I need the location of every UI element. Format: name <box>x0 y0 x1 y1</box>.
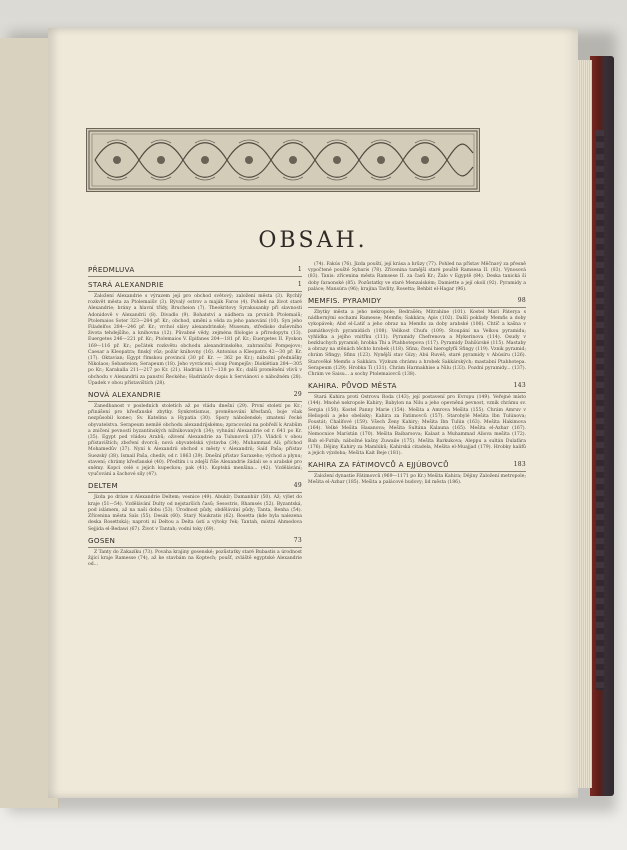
toc-page-number: 49 <box>293 482 302 490</box>
toc-left-column <box>88 262 302 570</box>
heading-rule <box>88 276 302 277</box>
toc-section-summary: Stará Kahira proti Ostrovu Roda (143); její postavení pro Evropu (149). Veřejné místo (144). Mnohé nekropole Kahiry; Babylon na Nilu a jeho opevněná pevnost, vznik chrámu sv. Sergia (150). Kostel Panny Marie (154). Mešita a Amrova Mešita (155). Chrám Amruv v Heliopoli a jeho obelisky; Kahira za Fatimovců (157). Starobylé Mešita Ibn Tulúnova; Foustát; Chalífové (159). Všech Ženy Kahiry; Mešita Ibn Tulún (163). Mešita Hakimova (164). Velké Mešita Hasanova; Mešita Sultána Kalauna (165). Mešita el-Azhar (167). Nemocnice Marístán (170). Mešita Baibarsova; Kalaat a Muhammad Aliova mešita (172). Bab el-Futúh; nábožné kašny Zuwaile (175). Mešita Barkukova; Aleppu a sultán Dulafára (176). Dějiny Kahiry za Mamlúků; Kahirská citadela, Mešita el-Muajjad (179). Hrobky kalifů a jejich výzdoba; Mešita Kait Beje (181). <box>308 395 526 457</box>
toc-section-title: STARÁ ALEXANDRIE <box>88 280 164 289</box>
toc-page-number: 143 <box>513 382 526 390</box>
heading-rule <box>88 291 302 292</box>
toc-section-summary: (74). Fakús (76). Jízda pouští, její krása a hrůzy (77). Pohled na přístav Měčnavý za přesně vypočtené pouště Sybaris (78). Zřícenina tamější staré pouště Ramsesa II. (83). Výnosová (83). Tanis: zřícenina města Ramsese II. za časů Kr.; Žalo v Egyptě (84). Deska tanická ší doby faraonské (85). Pozůstatky ve staré Menzalském; Damiette a její okolí (92). Pyramidy a paláce; Mansúra (96); krajina Tavlity, Rosetta; Behbit el-Hagar (96). <box>308 262 526 292</box>
toc-section-summary: Jízda po dráze z Alexandrie Deltem; vesnice (49). Abukír; Damanhúr (50). Až; výlet do kraje (51—54). Vzdělávání Dulty od nejstarších časů; Sesostris, Rhamsés (52). Byzantská, pod islámem, až na naši dobu (53). Úrodnost půdy, obdělávání půdy; Tanta, Benha (54). Zřícenina města Saïs (55). Desák (60). Starý Naukratis (62). Rosetta (kde byla nalezena deska Rosettská); naproti ni Deltou a Delta ústí a výtoky řek; Tantah, místní Ahmedova Sejjida el-Bedawi (67). Život v Tantah; vodní toky (69). <box>88 495 302 532</box>
toc-page-number: 73 <box>293 536 302 544</box>
toc-section-summary: Z Tanty do Zakazíku (73). Povaha krajiny gosenské; pozůstatky staré Bubastis a úrodnost žijící kraje Ramesse (74), až ke stavbám na Koptech; poušť, zvláště egyptské Alexandrie od... <box>88 549 302 568</box>
toc-right-column <box>308 262 526 489</box>
toc-section-title: PŘEDMLUVA <box>88 265 135 274</box>
heading-rule <box>88 401 302 402</box>
toc-section-summary: Zbytky města a jeho nekropole; Bedrašén; Mitrahíne (101). Kostel Mari Páterya s nádhernými sochami Ramesse; Memfis; Sakkára; Apis (102). Další poklady Memfis a doby vykopávek; Abd el-Latif a jeho obraz na Memfis za doby arabské (106). Chtíč a kašna v památkových pyramidách (108). Velikost Chufu (109). Stoupání na Velkou pyramidu; vyhlídka a jejího vnitřku (111). Pyramidy Chefrenova a Mykerinova (114). Osudy v bezkluchych pyramid; hrobka Thi a Ptahhotepova (117). Pyramidy Dahšúrské (115). Mastaby a obrazy na stěnách těchto hrobek (118). Sfinx; čtení hieroglyfů Sfingy (119). Vznik pyramid; chrám Sfingy; Sfinx (123). Nynější stav Gízy; Abú Ruvéš; staré pyramidy v Abúsíru (126). Starověké Memfis a Sakkára. Výzkum chrámu a hrobek Sakkárských; mastabní Ptahhotepa. Serapeum (129). Hrobka Ti (131). Chrám Harmakhise a Nilu (133). Pozdní pyramidy... (137). Chrám ve Saisu... a sochy Ptolemaiovců (138). <box>308 310 526 378</box>
cover-pattern <box>596 130 604 690</box>
toc-section-title: GOSEN <box>88 535 116 545</box>
toc-page-number: 183 <box>513 461 526 469</box>
toc-section-title: KAHIRA. PŮVOD MĚSTA <box>308 381 397 391</box>
toc-page-number: 29 <box>293 391 302 399</box>
toc-section-heading <box>88 536 302 545</box>
heading-rule <box>308 307 526 308</box>
toc-page-number: 1 <box>297 281 302 288</box>
toc-section-summary: Založení Alexandrie s výrazem její pro obchod světový; založení města (3). Rychlý rozkvět města za Ptolemaiův (3). Bývalý ostrov a maják Faros (4). Pohled na život staré Alexandrie; brány a hlavní třídy, Brucheion (7). Theokritovy Syrakusanky při slavnosti Adonidově v Alexandrii (8). Divadlo (9). Bohatství a nádhera za prvních Ptolemaiů; Ptolemaios Soter 323—284 př. Kr.; obchod, umění a věda za jeho panování (10). Syn jeho Filadelfos 284—246 př. Kr.; vrchol slávy alexandrinské; Museum, středisko duševního života tehdejšího, a knihovna (12). Půvabné vědy, zejména filologie a přírodopytu (13). Euergetes 246—221 př. Kr.; Ptolemaios V. Epifanes 204—181 př. Kr.; Euergetes II. Fyskon 169—116 př. Kr.; počátek rozkvětu obchodu alexandrinského, zahraniční Pompejovo; Caesar a Kleopatra; finský vůz; požár knihovny (16). Antonius a Kleopatra 42—30 př. Kr. (17). Oktavian; Egypt římskou provincií (30 př. Kr. — 362 po Kr.); nábožní přednášky Nikolaos; Sebasteion; Serapeum (18). Jeho vyvrácení; sloup Pompejův; Dioklétian 284—305 po Kr.; Karakalla 211—217 po Kr. (21). Hadrián 117—138 po Kr.; další proměnění vlivů v obchodu v Alexandrii za panství Řeckého; Hadriánův dopis k Serviánovi o nábožném (28). Úpadek v obou přístavištích (28). <box>88 294 302 386</box>
toc-section-heading <box>308 296 526 305</box>
decorative-arabesque-band <box>86 128 480 192</box>
heading-rule <box>88 547 302 548</box>
toc-section-title: KAHIRA ZA FÁTIMOVCŮ A EJJÚBOVCŮ <box>308 460 449 470</box>
toc-section-summary: Zanedbanost v posledních stoletích až po vládu dnešní (29). První století po Kr.; přinášení pro křesťanské zbytky. Synkretismus, proměnování křesťanů, boje však nezpůsobil konec; Sv. Katelina a Hypatia (30). Spory náboženské; zmatení řecké obyvatelstva. Serapeum nemilé obchodu alexandrijskému; zpracování na pobřeží k Arabům a zničení pevností byzantinských nižnikovaných (34); vyhnání Alexandrie od r. 641 po Kr. (35). Egypt pod vládou Arabů; oživení Alexandrie za Tulunovců (37). Vládců v obou přístavištích; zboření dvorců; nová obyvatelská výstavba (34). Muhammad Ali; příchod Mohamedův (37). Nyní k Alexandrii obchod s městy v Alexandrii; Saïd Paša; přístav Suezský (38). Ismail Paša, chedív, od r. 1863 (39). Dnešní přístav Saraxeho; východ a plynu; stavení; chrámy křesťanské (40). Předtím i u zdejší říše Alexandrie žádali se o arabské pro sněmy. Kopci celé s jejich kupeckou; pak (41). Koptská menšina... (42). Vzdělávání; vyučování a šachové síly (47). <box>88 404 302 478</box>
page-title: OBSAH. <box>258 228 368 253</box>
toc-section-title: MEMFIS. PYRAMIDY <box>308 296 382 306</box>
toc-page-number: 98 <box>517 297 526 305</box>
toc-section-heading <box>308 381 526 390</box>
heading-rule <box>88 492 302 493</box>
heading-rule <box>308 471 526 472</box>
toc-section-heading <box>88 390 302 399</box>
toc-section-summary: Založení dynastie Fátimovců (969—1171 po Kr.) Mešita Kahira; Dějiny Založení metropole; Mešita el-Azhar (185). Mešita a palácové budovy; lid města (186). <box>308 474 526 486</box>
toc-page-number: 1 <box>297 266 302 273</box>
arabesque-ornament-icon <box>87 129 479 191</box>
toc-section-heading <box>88 280 302 289</box>
toc-section-heading <box>308 460 526 469</box>
heading-rule <box>308 392 526 393</box>
toc-section-heading <box>88 265 302 274</box>
toc-section-title: DELTEM <box>88 481 119 491</box>
toc-section-heading <box>88 481 302 490</box>
toc-section-title: NOVÁ ALEXANDRIE <box>88 390 161 400</box>
